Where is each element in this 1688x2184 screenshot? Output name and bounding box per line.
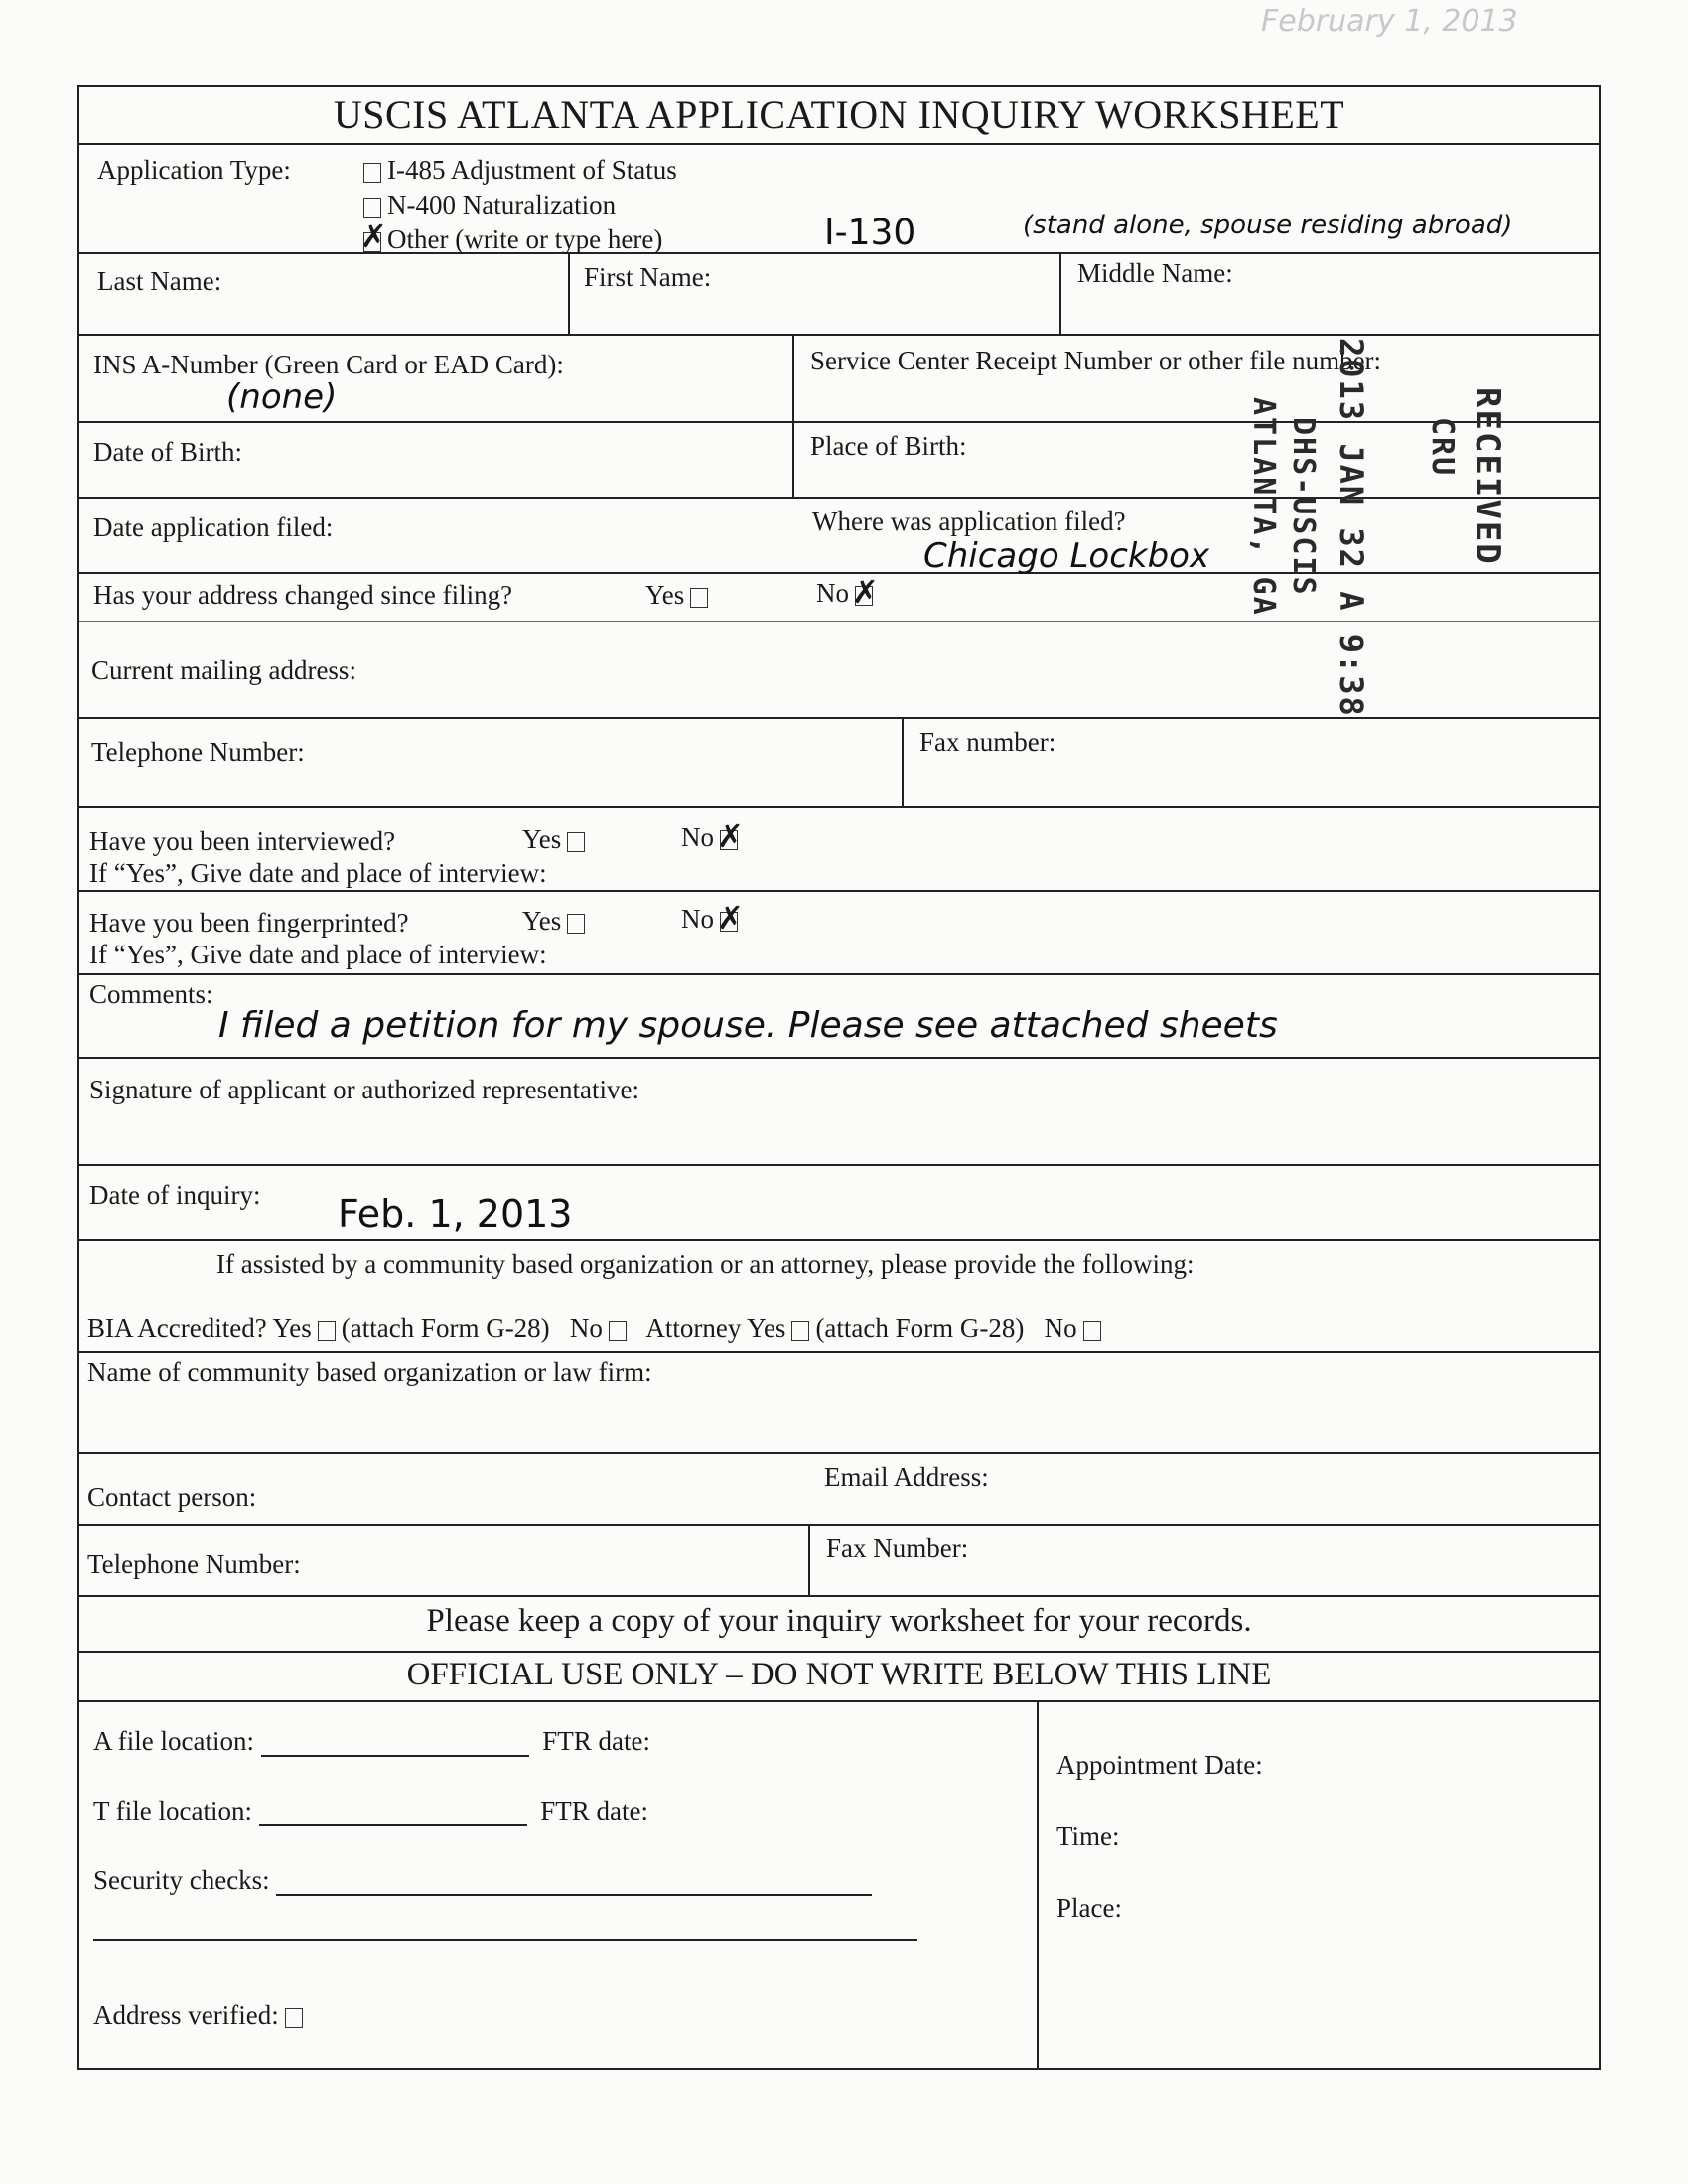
application-type-label: Application Type:	[97, 155, 291, 185]
bia-label: BIA Accredited?	[87, 1313, 267, 1343]
org-row	[79, 1353, 1599, 1454]
keep-copy-row	[79, 1597, 1599, 1653]
address-verified-checkbox[interactable]	[285, 2008, 303, 2028]
bia-line	[87, 1313, 1107, 1344]
comments-label: Comments:	[89, 979, 213, 1009]
date-inquiry-value: Feb. 1, 2013	[338, 1192, 573, 1236]
keep-copy-notice: Please keep a copy of your inquiry worksheet for your records.	[426, 1603, 1252, 1639]
signature-label: Signature of applicant or authorized representative:	[89, 1075, 640, 1104]
appointment-label: Appointment Date:	[1056, 1750, 1263, 1780]
address-no-label: No	[816, 578, 849, 608]
contact-label: Contact person:	[87, 1482, 257, 1512]
n400-checkbox[interactable]	[363, 198, 381, 218]
t-file-label: T file location:	[93, 1796, 252, 1825]
fingerprinted-row	[79, 892, 1599, 975]
where-filed-label: Where was application filed?	[812, 507, 1126, 536]
pob-label: Place of Birth:	[810, 431, 967, 461]
a-file-line	[93, 1726, 650, 1757]
name-row	[79, 254, 1599, 336]
a-file-field[interactable]	[261, 1755, 529, 1757]
stamp-date: 2013 JAN 32 A 9:38	[1333, 338, 1370, 718]
a-file-label: A file location:	[93, 1726, 254, 1756]
first-name-label: First Name:	[584, 262, 712, 292]
worksheet-form	[77, 85, 1601, 2070]
attorney-no-checkbox[interactable]	[1083, 1321, 1101, 1341]
appointment-cell	[1037, 1702, 1599, 2068]
birth-row	[79, 423, 1599, 499]
address-changed-yes[interactable]	[645, 580, 714, 611]
fingerprinted-yes-checkbox[interactable]	[567, 914, 585, 934]
form-title: USCIS ATLANTA APPLICATION INQUIRY WORKSHEET	[79, 87, 1599, 145]
filed-row	[79, 499, 1599, 574]
bia-attach-label: (attach Form G-28)	[341, 1313, 550, 1343]
fingerprint-detail-label: If “Yes”, Give date and place of interview:	[89, 940, 547, 969]
stamp-dhs: DHS-USCIS	[1286, 417, 1321, 597]
bia-yes-label: Yes	[272, 1313, 312, 1343]
fingerprinted-label: Have you been fingerprinted?	[89, 908, 409, 938]
interviewed-no[interactable]	[681, 822, 744, 853]
fax-cell[interactable]	[902, 719, 1599, 806]
middle-name-label: Middle Name:	[1077, 258, 1233, 288]
interviewed-yes-label: Yes	[522, 824, 562, 854]
i485-label: I-485 Adjustment of Status	[387, 155, 677, 185]
fax2-cell[interactable]	[808, 1526, 1599, 1595]
address-no-checkbox[interactable]	[855, 586, 873, 606]
org-label: Name of community based organization or law firm:	[87, 1357, 652, 1386]
security-field[interactable]	[276, 1894, 872, 1896]
fingerprinted-no[interactable]	[681, 904, 744, 935]
dob-label: Date of Birth:	[93, 437, 242, 467]
stamp-atlanta: ATLANTA, GA	[1246, 397, 1281, 617]
security-extra-line[interactable]	[93, 1939, 917, 1941]
address-yes-checkbox[interactable]	[690, 588, 708, 608]
fax-label: Fax number:	[919, 727, 1056, 757]
email-label: Email Address:	[824, 1462, 989, 1492]
bia-no-checkbox[interactable]	[609, 1321, 627, 1341]
address-changed-label: Has your address changed since filing?	[93, 580, 513, 610]
date-inquiry-label: Date of inquiry:	[89, 1180, 261, 1210]
a-number-value: (none)	[226, 377, 338, 417]
interviewed-no-label: No	[681, 822, 714, 852]
corner-date-note: February 1, 2013	[1261, 4, 1518, 39]
telephone2-row	[79, 1526, 1599, 1597]
assisted-row	[79, 1241, 1599, 1353]
attorney-yes-label: Attorney Yes	[645, 1313, 786, 1343]
a-ftr-label: FTR date:	[542, 1726, 650, 1756]
telephone-row	[79, 719, 1599, 808]
interviewed-yes-checkbox[interactable]	[567, 832, 585, 852]
security-label: Security checks:	[93, 1865, 270, 1895]
date-inquiry-row	[79, 1166, 1599, 1241]
last-name-label: Last Name:	[97, 266, 222, 296]
application-type-row	[79, 145, 1599, 254]
contact-row	[79, 1454, 1599, 1526]
address-changed-row	[79, 574, 1599, 622]
stamp-received: RECEIVED	[1468, 387, 1507, 566]
other-value: I-130	[824, 213, 916, 253]
fingerprinted-yes[interactable]	[522, 906, 591, 937]
mailing-row	[79, 622, 1599, 719]
bia-yes-checkbox[interactable]	[318, 1321, 336, 1341]
other-label: Other (write or type here)	[387, 224, 663, 254]
date-filed-label: Date application filed:	[93, 512, 334, 542]
signature-row	[79, 1059, 1599, 1166]
telephone2-label: Telephone Number:	[87, 1549, 301, 1579]
first-name-cell[interactable]	[568, 254, 1059, 334]
address-verified-line	[93, 2000, 309, 2031]
app-type-n400[interactable]	[357, 188, 677, 222]
place-label: Place:	[1056, 1893, 1122, 1923]
where-filed-value: Chicago Lockbox	[923, 536, 1210, 576]
stamp-cru: CRU	[1425, 417, 1460, 478]
attorney-yes-checkbox[interactable]	[791, 1321, 809, 1341]
a-number-row	[79, 336, 1599, 423]
telephone-label: Telephone Number:	[91, 737, 305, 767]
t-file-field[interactable]	[259, 1824, 527, 1826]
attorney-attach-label: (attach Form G-28)	[815, 1313, 1025, 1343]
comments-value: I filed a petition for my spouse. Please see attached sheets	[218, 1005, 1278, 1046]
interview-detail-label: If “Yes”, Give date and place of interview:	[89, 858, 547, 888]
time-label: Time:	[1056, 1821, 1120, 1851]
interviewed-yes[interactable]	[522, 824, 591, 855]
attorney-no-label: No	[1044, 1313, 1077, 1343]
fingerprinted-no-checkbox[interactable]	[720, 912, 738, 932]
official-use-notice: OFFICIAL USE ONLY – DO NOT WRITE BELOW THIS LINE	[406, 1657, 1272, 1692]
t-ftr-label: FTR date:	[540, 1796, 648, 1825]
fingerprinted-yes-label: Yes	[522, 906, 562, 936]
official-section	[79, 1702, 1599, 2068]
interviewed-label: Have you been interviewed?	[89, 826, 396, 856]
n400-label: N-400 Naturalization	[387, 190, 617, 219]
comments-row	[79, 975, 1599, 1059]
other-checkbox[interactable]	[363, 232, 381, 252]
fax2-label: Fax Number:	[826, 1533, 969, 1563]
other-note: (stand alone, spouse residing abroad)	[1023, 211, 1513, 240]
bia-no-label: No	[569, 1313, 603, 1343]
address-verified-label: Address verified:	[93, 2000, 279, 2030]
security-line	[93, 1865, 872, 1896]
address-changed-no[interactable]	[816, 578, 879, 609]
i485-checkbox[interactable]	[363, 163, 381, 183]
t-file-line	[93, 1796, 648, 1826]
a-number-label: INS A-Number (Green Card or EAD Card):	[93, 350, 564, 379]
app-type-i485[interactable]	[357, 153, 677, 188]
fingerprinted-no-label: No	[681, 904, 714, 934]
interviewed-row	[79, 808, 1599, 892]
interviewed-no-checkbox[interactable]	[720, 830, 738, 850]
address-yes-label: Yes	[645, 580, 685, 610]
middle-name-cell[interactable]	[1059, 254, 1599, 334]
mailing-label: Current mailing address:	[91, 655, 356, 685]
official-use-row	[79, 1653, 1599, 1702]
receipt-label: Service Center Receipt Number or other file number:	[810, 346, 1382, 375]
app-type-other[interactable]	[357, 222, 677, 257]
assisted-label: If assisted by a community based organization or an attorney, please provide the following:	[216, 1249, 1195, 1279]
